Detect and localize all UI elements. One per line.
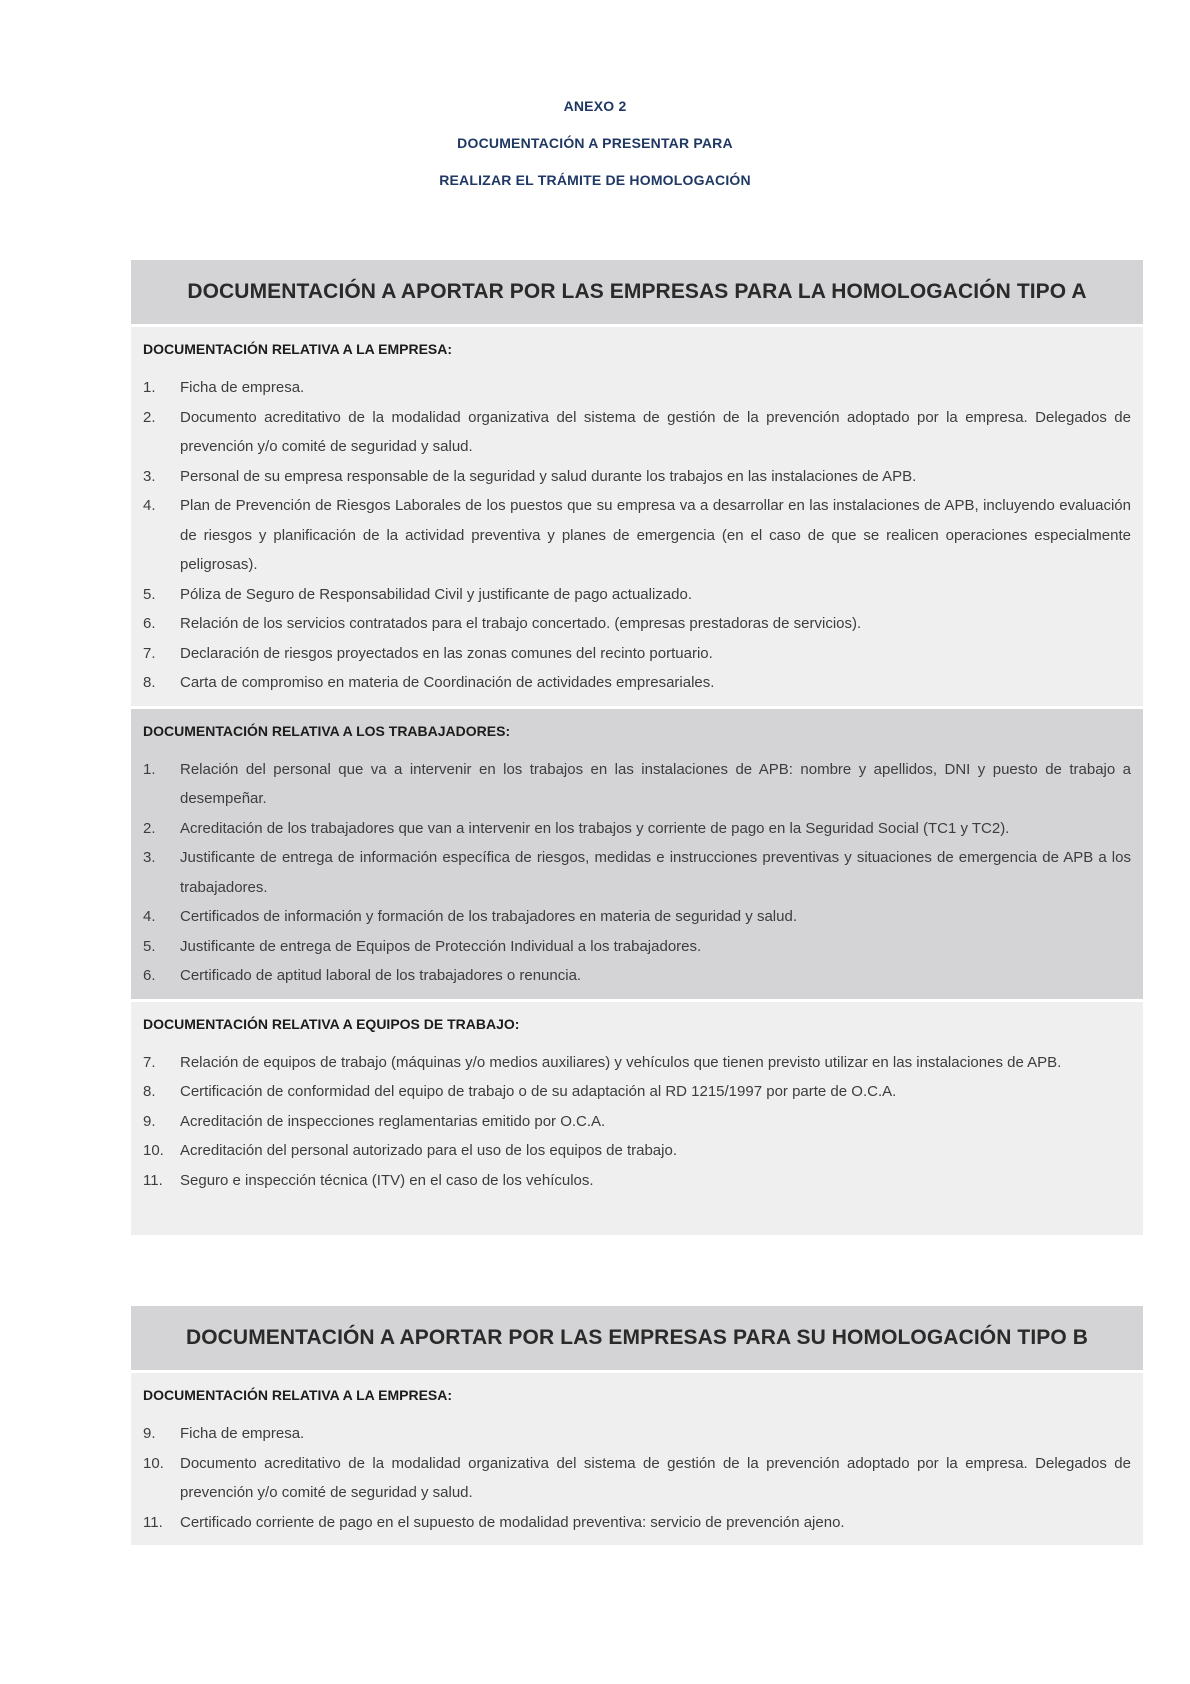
item-text: Póliza de Seguro de Responsabilidad Civil y justificante de pago actualizado. <box>180 585 692 603</box>
list-item <box>143 1419 1131 1449</box>
item-number: 6. <box>143 615 156 632</box>
list-item <box>143 580 1131 610</box>
item-text: Justificante de entrega de información específica de riesgos, medidas e instrucciones preventivas y situaciones de emergencia de APB a los trabajadores. <box>180 849 1131 896</box>
list-item <box>143 668 1131 698</box>
item-text: Ficha de empresa. <box>180 379 305 396</box>
tipo-b-title-row <box>131 1306 1143 1370</box>
section-heading: DOCUMENTACIÓN RELATIVA A LA EMPRESA: <box>143 1387 453 1403</box>
list-item <box>143 814 1131 844</box>
list-item <box>143 403 1131 462</box>
tipo-b-table <box>131 1306 1143 1548</box>
list-item <box>143 961 1131 991</box>
tipo-a-title: DOCUMENTACIÓN A APORTAR POR LAS EMPRESAS PARA LA HOMOLOGACIÓN TIPO A <box>187 280 1087 303</box>
header-subtitle-line-1: DOCUMENTACIÓN A PRESENTAR PARA <box>457 135 733 151</box>
item-number: 5. <box>143 585 156 603</box>
item-text: Ficha de empresa. <box>180 1425 305 1442</box>
document-list <box>143 1419 1131 1537</box>
document-list <box>143 1048 1131 1196</box>
tipo-a-table <box>131 260 1143 1238</box>
list-item <box>143 639 1131 669</box>
document-list <box>143 373 1131 698</box>
item-text: Documento acreditativo de la modalidad organizativa del sistema de gestión de la prevención adoptado por la empresa. Delegados de prevención y/o comité de seguridad y salud. <box>180 408 1131 455</box>
section-heading: DOCUMENTACIÓN RELATIVA A LA EMPRESA: <box>143 341 453 357</box>
list-item <box>143 1166 1131 1196</box>
item-text: Certificados de información y formación de los trabajadores en materia de seguridad y salud. <box>180 908 797 925</box>
item-number: 3. <box>143 849 156 866</box>
tipo-b-empresa-section <box>131 1373 1143 1545</box>
document-header <box>0 88 1190 199</box>
item-number: 11. <box>143 1171 163 1189</box>
item-number: 8. <box>143 674 156 691</box>
section-heading: DOCUMENTACIÓN RELATIVA A EQUIPOS DE TRABAJO: <box>143 1015 520 1032</box>
item-number: 6. <box>143 967 156 984</box>
item-number: 3. <box>143 467 156 485</box>
tipo-a-equipos-section <box>131 1002 1143 1236</box>
item-number: 11. <box>143 1513 163 1531</box>
item-number: 1. <box>143 760 156 778</box>
list-item <box>143 373 1131 403</box>
annex-label: ANEXO 2 <box>563 98 627 114</box>
item-number: 1. <box>143 379 156 396</box>
item-number: 10. <box>143 1142 164 1159</box>
item-text: Justificante de entrega de Equipos de Protección Individual a los trabajadores. <box>180 937 702 955</box>
item-text: Relación de equipos de trabajo (máquinas y/o medios auxiliares) y vehículos que tienen previsto utilizar en las instalaciones de APB. <box>180 1053 1062 1071</box>
item-text: Plan de Prevención de Riesgos Laborales de los puestos que su empresa va a desarrollar en las instalaciones de APB, incluyendo evaluación de riesgos y planificación de la actividad preventiva y planes de emergencia (en el caso de que se realicen operaciones especialmente peligrosas). <box>180 497 1131 573</box>
section-heading: DOCUMENTACIÓN RELATIVA A LOS TRABAJADORES: <box>143 722 511 739</box>
item-number: 7. <box>143 644 156 662</box>
list-item <box>143 1048 1131 1078</box>
item-number: 9. <box>143 1425 156 1442</box>
tipo-b-title: DOCUMENTACIÓN A APORTAR POR LAS EMPRESAS PARA SU HOMOLOGACIÓN TIPO B <box>185 1326 1089 1349</box>
item-text: Personal de su empresa responsable de la seguridad y salud durante los trabajos en las instalaciones de APB. <box>180 467 917 485</box>
tipo-a-trabajadores-section <box>131 709 1143 999</box>
tipo-a-title-row <box>131 260 1143 324</box>
list-item <box>143 1508 1131 1538</box>
item-text: Certificación de conformidad del equipo de trabajo o de su adaptación al RD 1215/1997 por parte de O.C.A. <box>180 1083 897 1100</box>
document-list <box>143 755 1131 991</box>
item-text: Relación de los servicios contratados para el trabajo concertado. (empresas prestadoras de servicios). <box>180 615 862 632</box>
item-number: 5. <box>143 937 156 955</box>
list-item <box>143 1107 1131 1137</box>
list-item <box>143 609 1131 639</box>
list-item <box>143 1449 1131 1508</box>
tipo-a-empresa-section <box>131 327 1143 706</box>
item-text: Carta de compromiso en materia de Coordinación de actividades empresariales. <box>180 674 715 691</box>
list-item <box>143 1136 1131 1166</box>
list-item <box>143 932 1131 962</box>
item-number: 10. <box>143 1454 164 1472</box>
item-number: 4. <box>143 908 156 925</box>
list-item <box>143 843 1131 902</box>
item-text: Seguro e inspección técnica (ITV) en el caso de los vehículos. <box>180 1171 594 1189</box>
list-item <box>143 1077 1131 1107</box>
list-item <box>143 491 1131 580</box>
item-text: Certificado de aptitud laboral de los trabajadores o renuncia. <box>180 967 582 984</box>
item-text: Acreditación de inspecciones reglamentarias emitido por O.C.A. <box>180 1112 606 1130</box>
item-text: Acreditación de los trabajadores que van a intervenir en los trabajos y corriente de pago en la Seguridad Social (TC1 y TC2). <box>180 819 1010 837</box>
item-number: 7. <box>143 1053 156 1071</box>
item-text: Documento acreditativo de la modalidad organizativa del sistema de gestión de la prevención adoptado por la empresa. Delegados de prevención y/o comité de seguridad y salud. <box>180 1454 1131 1501</box>
item-number: 8. <box>143 1083 156 1100</box>
item-number: 9. <box>143 1112 156 1130</box>
list-item <box>143 902 1131 932</box>
item-text: Acreditación del personal autorizado para el uso de los equipos de trabajo. <box>180 1142 677 1159</box>
list-item <box>143 462 1131 492</box>
item-text: Relación del personal que va a intervenir en los trabajos en las instalaciones de APB: nombre y apellidos, DNI y puesto de trabajo a desempeñar. <box>180 760 1131 807</box>
item-text: Certificado corriente de pago en el supuesto de modalidad preventiva: servicio de prevención ajeno. <box>180 1513 845 1531</box>
header-subtitle-line-2: REALIZAR EL TRÁMITE DE HOMOLOGACIÓN <box>439 172 751 188</box>
item-number: 4. <box>143 497 156 514</box>
item-text: Declaración de riesgos proyectados en las zonas comunes del recinto portuario. <box>180 644 713 662</box>
item-number: 2. <box>143 819 156 837</box>
item-number: 2. <box>143 408 156 426</box>
list-item <box>143 755 1131 814</box>
